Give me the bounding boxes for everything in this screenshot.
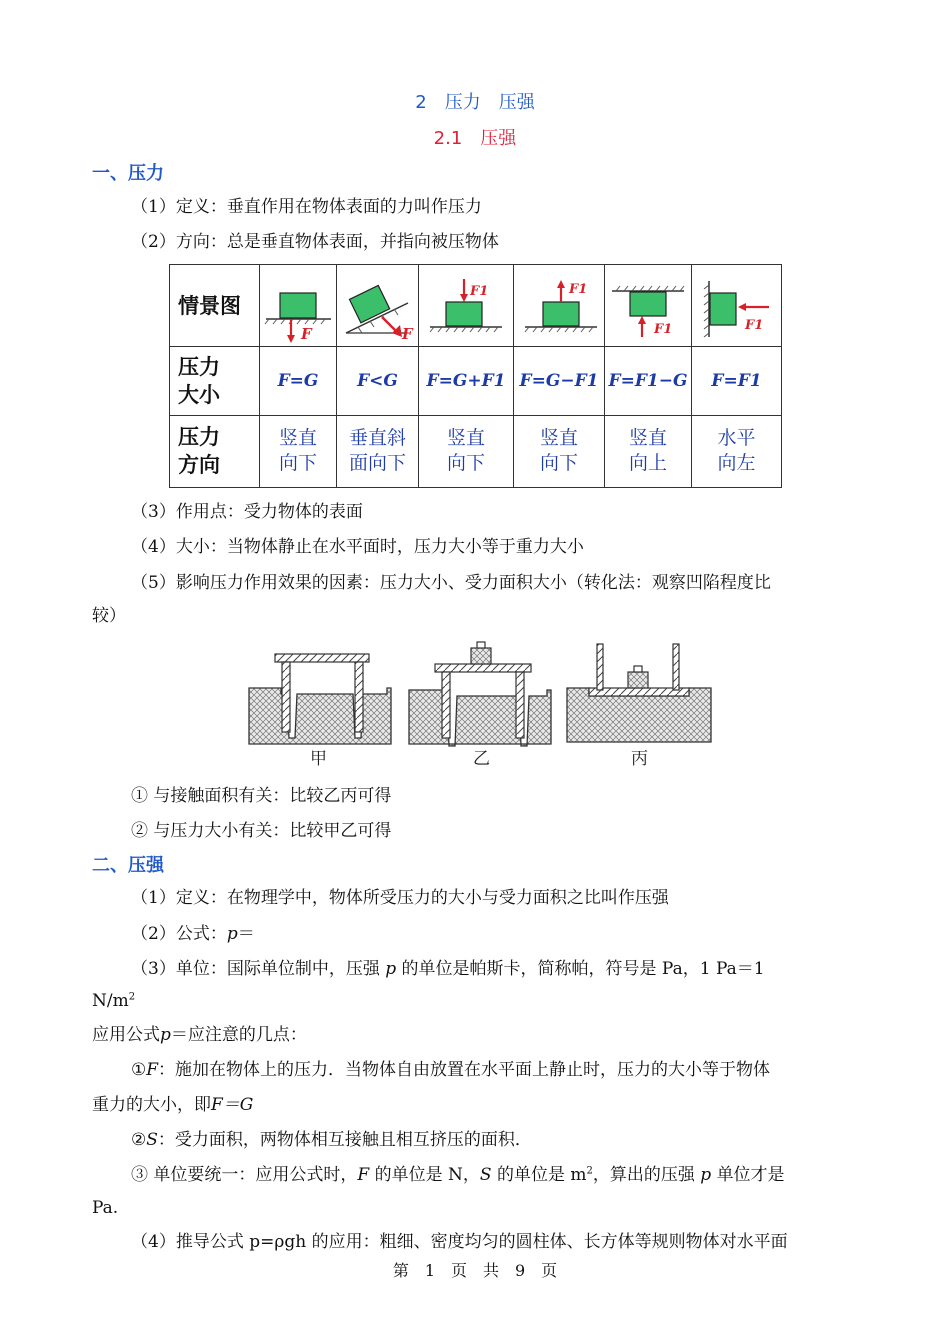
dir-cell-4 <box>514 415 605 487</box>
scene-2 <box>337 265 419 347</box>
size-cell-5: F=F1−G <box>605 347 692 415</box>
conclusion-force: ② 与压力大小有关：比较甲乙可得 <box>131 821 392 841</box>
note-3-line-a: ③ 单位要统一：应用公式时，F 的单位是 N，S 的单位是 $m^2$，算出的压强 p 单位才是 <box>131 1165 785 1185</box>
dir-cell-4-a: 竖直 <box>539 427 578 450</box>
experiment-b <box>409 642 551 769</box>
formula-notes-intro: 应用公式p＝应注意的几点： <box>92 1025 307 1045</box>
dir-cell-2-b: 面向下 <box>348 452 406 475</box>
row-head-dir-b: 方向 <box>178 453 220 478</box>
scene-1-diagram <box>261 267 335 345</box>
section-heading-pressure-force: 一、压力 <box>92 163 164 184</box>
row-head-size-a: 压力 <box>178 355 220 379</box>
note-1-line-b: 重力的大小，即F＝G <box>92 1095 254 1115</box>
dir-cell-6-a: 水平 <box>717 427 756 450</box>
scene-3-diagram <box>426 267 506 345</box>
application-point-line: （3）作用点：受力物体的表面 <box>131 502 363 522</box>
row-head-size-b: 大小 <box>178 383 220 407</box>
definition-line: （1）定义：垂直作用在物体表面的力叫作压力 <box>131 197 482 217</box>
force-label-5: F1 <box>654 321 673 337</box>
experiment-label-b: 乙 <box>473 749 490 769</box>
experiment-c <box>567 644 711 769</box>
factors-line-a: （5）影响压力作用效果的因素：压力大小、受力面积大小（转化法：观察凹陷程度比 <box>131 573 771 593</box>
pressure-definition: （1）定义：在物理学中，物体所受压力的大小与受力面积之比叫作压强 <box>131 888 669 908</box>
size-cell-2: F<G <box>337 347 419 415</box>
dir-cell-5-b: 向上 <box>628 452 667 475</box>
page-title: 2 压力 压强 <box>415 92 535 113</box>
force-label-2: F <box>401 324 413 343</box>
force-label-3: F1 <box>470 283 489 299</box>
row-head-dir-a: 压力 <box>178 425 220 450</box>
dir-cell-1-a: 竖直 <box>278 427 317 450</box>
dir-cell-2-a: 垂直斜 <box>348 427 406 450</box>
dir-cell-2 <box>337 415 419 487</box>
scene-2-diagram <box>338 267 418 345</box>
scene-5-diagram <box>608 267 688 345</box>
force-label-1: F <box>301 324 312 343</box>
pressure-unit-cont: $N/m^2$ <box>92 991 136 1011</box>
size-cell-1: F=G <box>260 347 337 415</box>
row-head-direction <box>170 415 260 487</box>
page-subtitle: 2.1 压强 <box>433 128 517 149</box>
pressure-formula: （2）公式：p＝ <box>131 924 255 944</box>
section-heading-pressure: 二、压强 <box>92 855 164 876</box>
row-head-scene: 情景图 <box>170 265 260 347</box>
magnitude-line: （4）大小：当物体静止在水平面时，压力大小等于重力大小 <box>131 537 584 557</box>
dir-cell-3 <box>419 415 514 487</box>
page-footer: 第 1 页 共 9 页 <box>392 1261 558 1280</box>
size-cell-3: F=G+F1 <box>419 347 514 415</box>
pressure-force-table <box>169 264 781 488</box>
scene-4 <box>514 265 605 347</box>
direction-line: （2）方向：总是垂直物体表面，并指向被压物体 <box>131 232 499 252</box>
conclusion-area: ① 与接触面积有关：比较乙丙可得 <box>131 786 392 806</box>
scene-3 <box>419 265 514 347</box>
pressure-unit-line: （3）单位：国际单位制中，压强 p 的单位是帕斯卡，简称帕，符号是 Pa，1 Pa＝1 <box>131 959 765 979</box>
force-label-4: F1 <box>569 281 588 297</box>
factors-line-b: 较） <box>92 606 126 626</box>
dir-cell-3-b: 向下 <box>446 452 485 475</box>
scene-6 <box>692 265 782 347</box>
size-cell-6: F=F1 <box>692 347 782 415</box>
scene-5 <box>605 265 692 347</box>
note-2-line: ②S：受力面积，两物体相互接触且相互挤压的面积． <box>131 1130 532 1150</box>
note-3-line-b: Pa. <box>92 1198 119 1218</box>
experiment-a <box>249 654 391 769</box>
dir-cell-6 <box>692 415 782 487</box>
experiment-label-c: 丙 <box>631 749 648 769</box>
dir-cell-5-a: 竖直 <box>628 427 667 450</box>
size-cell-4: F=G−F1 <box>514 347 605 415</box>
dir-cell-1-b: 向下 <box>278 452 317 475</box>
note-1-line-a: ①F：施加在物体上的压力．当物体自由放置在水平面上静止时，压力的大小等于物体 <box>131 1060 771 1080</box>
dir-cell-6-b: 向左 <box>717 452 756 475</box>
row-head-size <box>170 347 260 415</box>
scene-1 <box>260 265 337 347</box>
dir-cell-5 <box>605 415 692 487</box>
dir-cell-3-a: 竖直 <box>446 427 485 450</box>
dir-cell-4-b: 向下 <box>539 452 578 475</box>
derived-formula-line: （4）推导公式 p=ρgh 的应用：粗细、密度均匀的圆柱体、长方体等规则物体对水平面 <box>131 1232 788 1252</box>
experiment-label-a: 甲 <box>310 749 327 769</box>
sponge-experiment-figure <box>245 638 715 772</box>
dir-cell-1 <box>260 415 337 487</box>
scene-6-diagram <box>695 267 779 345</box>
force-label-6: F1 <box>744 317 763 333</box>
scene-4-diagram <box>517 267 601 345</box>
